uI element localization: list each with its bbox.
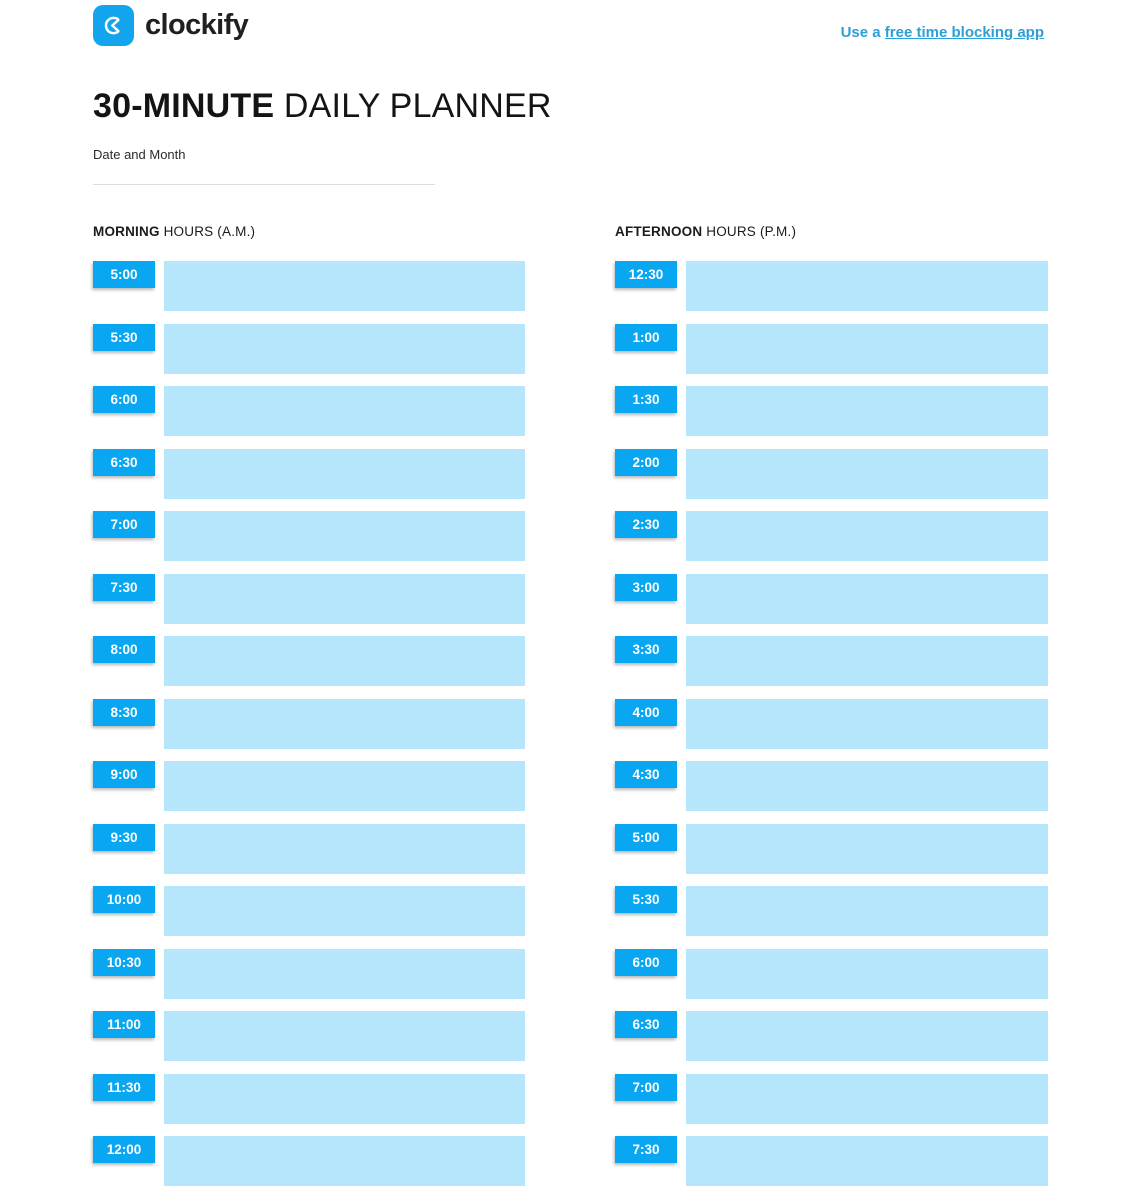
time-badge: 5:00: [615, 824, 677, 851]
time-badge: 5:00: [93, 261, 155, 288]
time-row: [615, 699, 1048, 749]
time-row: [93, 886, 525, 936]
time-badge: 7:30: [615, 1136, 677, 1163]
time-badge: 3:30: [615, 636, 677, 663]
time-row: [93, 1136, 525, 1186]
morning-heading-bold: MORNING: [93, 224, 160, 239]
time-row: [93, 574, 525, 624]
time-row: [93, 824, 525, 874]
time-slot-field[interactable]: [164, 386, 525, 436]
time-slot-field[interactable]: [164, 574, 525, 624]
time-slot-field[interactable]: [164, 949, 525, 999]
time-slot-field[interactable]: [686, 824, 1048, 874]
time-row: [93, 636, 525, 686]
page-title-regular: DAILY PLANNER: [274, 86, 552, 125]
time-row: [93, 261, 525, 311]
time-badge: 6:00: [93, 386, 155, 413]
time-row: [615, 761, 1048, 811]
time-badge: 11:00: [93, 1011, 155, 1038]
link-prefix: Use a: [840, 24, 885, 41]
time-badge: 6:30: [615, 1011, 677, 1038]
time-slot-field[interactable]: [164, 761, 525, 811]
time-row: [615, 324, 1048, 374]
time-slot-field[interactable]: [686, 324, 1048, 374]
time-badge: 7:30: [93, 574, 155, 601]
link-underlined-text: free time blocking app: [884, 24, 1044, 41]
time-badge: 9:00: [93, 761, 155, 788]
time-row: [93, 511, 525, 561]
time-row: [615, 386, 1048, 436]
time-row: [615, 1074, 1048, 1124]
time-row: [615, 886, 1048, 936]
time-row: [615, 636, 1048, 686]
afternoon-heading-bold: AFTERNOON: [615, 224, 703, 239]
time-slot-field[interactable]: [686, 261, 1048, 311]
time-row: [93, 1074, 525, 1124]
clockify-logo-icon: [93, 5, 134, 46]
time-row: [93, 1011, 525, 1061]
time-row: [615, 449, 1048, 499]
time-badge: 6:30: [93, 449, 155, 476]
time-badge: 5:30: [93, 324, 155, 351]
time-slot-field[interactable]: [164, 699, 525, 749]
time-blocking-app-link[interactable]: [841, 24, 1044, 41]
clockify-brand: [93, 5, 248, 46]
time-row: [615, 511, 1048, 561]
time-row: [615, 1136, 1048, 1186]
time-slot-field[interactable]: [686, 1074, 1048, 1124]
time-slot-field[interactable]: [686, 1011, 1048, 1061]
time-badge: 10:00: [93, 886, 155, 913]
time-row: [93, 386, 525, 436]
time-badge: 2:30: [615, 511, 677, 538]
time-row: [615, 574, 1048, 624]
afternoon-heading: [615, 224, 1048, 241]
time-slot-field[interactable]: [686, 511, 1048, 561]
time-slot-field[interactable]: [164, 511, 525, 561]
time-row: [93, 449, 525, 499]
time-badge: 12:00: [93, 1136, 155, 1163]
time-slot-field[interactable]: [686, 574, 1048, 624]
time-badge: 4:30: [615, 761, 677, 788]
time-row: [93, 761, 525, 811]
time-badge: 5:30: [615, 886, 677, 913]
time-slot-field[interactable]: [164, 324, 525, 374]
time-slot-field[interactable]: [164, 1011, 525, 1061]
time-slot-field[interactable]: [164, 1074, 525, 1124]
time-row: [93, 699, 525, 749]
time-slot-field[interactable]: [686, 886, 1048, 936]
time-slot-field[interactable]: [686, 636, 1048, 686]
morning-heading-rest: HOURS (A.M.): [159, 224, 256, 239]
time-badge: 7:00: [93, 511, 155, 538]
date-and-month-input[interactable]: [93, 175, 435, 185]
time-badge: 7:00: [615, 1074, 677, 1101]
time-badge: 8:30: [93, 699, 155, 726]
time-row: [615, 824, 1048, 874]
time-slot-field[interactable]: [164, 636, 525, 686]
time-badge: 6:00: [615, 949, 677, 976]
time-slot-field[interactable]: [164, 824, 525, 874]
time-badge: 3:00: [615, 574, 677, 601]
time-row: [615, 949, 1048, 999]
time-badge: 1:30: [615, 386, 677, 413]
time-slot-field[interactable]: [164, 886, 525, 936]
time-slot-field[interactable]: [686, 761, 1048, 811]
time-badge: 11:30: [93, 1074, 155, 1101]
morning-heading: [93, 224, 525, 241]
time-row: [615, 261, 1048, 311]
time-badge: 10:30: [93, 949, 155, 976]
time-row: [615, 1011, 1048, 1061]
time-badge: 12:30: [615, 261, 677, 288]
time-slot-field[interactable]: [164, 1136, 525, 1186]
date-and-month-label: Date and Month: [93, 147, 186, 162]
time-slot-field[interactable]: [686, 699, 1048, 749]
time-badge: 1:00: [615, 324, 677, 351]
morning-rows: [93, 261, 525, 1186]
brand-wordmark: clockify: [145, 9, 249, 41]
time-slot-field[interactable]: [686, 386, 1048, 436]
time-slot-field[interactable]: [164, 449, 525, 499]
time-badge: 8:00: [93, 636, 155, 663]
afternoon-column: [615, 224, 1048, 1199]
page-title-bold: 30-MINUTE: [93, 86, 275, 125]
time-badge: 2:00: [615, 449, 677, 476]
time-slot-field[interactable]: [686, 949, 1048, 999]
time-badge: 9:30: [93, 824, 155, 851]
time-slot-field[interactable]: [164, 261, 525, 311]
morning-column: [93, 224, 525, 1199]
afternoon-rows: [615, 261, 1048, 1186]
time-slot-field[interactable]: [686, 449, 1048, 499]
time-row: [93, 324, 525, 374]
time-slot-field[interactable]: [686, 1136, 1048, 1186]
time-row: [93, 949, 525, 999]
time-badge: 4:00: [615, 699, 677, 726]
page-title: [93, 87, 552, 126]
afternoon-heading-rest: HOURS (P.M.): [702, 224, 797, 239]
